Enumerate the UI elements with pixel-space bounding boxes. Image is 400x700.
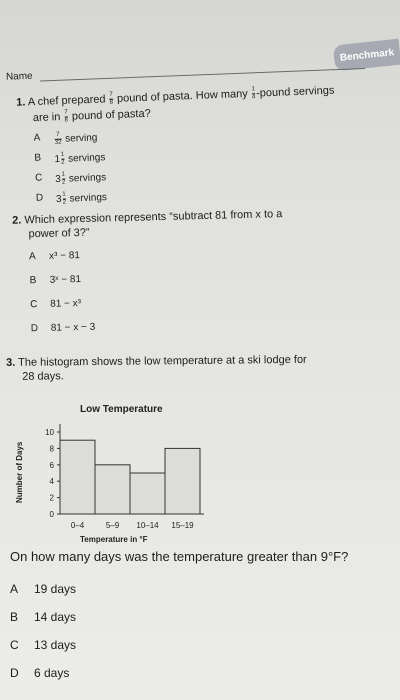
q2-option-c[interactable]: C 81 − x³ [30,298,82,311]
histogram-chart [12,396,212,546]
y-tick-label: 8 [49,444,54,454]
x-tick-label: 15–19 [171,521,194,530]
q1-stem-2 [33,106,151,126]
x-tick-label: 0–4 [70,521,85,530]
name-line [40,68,365,81]
chart-title: Low Temperature [80,404,163,415]
q1-option-d[interactable]: D 3 $\frac{1}{2}$ servings [35,191,108,206]
q1-text-e: pound of pasta? [71,107,151,123]
x-tick-label: 5–9 [105,521,120,530]
name-label: Name [5,70,33,83]
histogram-svg [12,396,212,546]
q2-option-d[interactable]: D 81 − x − 3 [30,321,96,335]
q1-stem [16,82,376,111]
x-tick-label: 10–14 [136,521,159,530]
q3-stem-2: 28 days. [22,370,64,383]
y-tick-label: 6 [49,460,54,470]
y-tick-label: 10 [45,428,54,437]
q1-text-a: A chef prepared [27,93,106,109]
q1-fraction-3: $\frac{7}{8}$ [64,109,69,124]
y-tick-label: 2 [49,493,54,503]
q1-fraction-1: $\frac{7}{8}$ [109,91,114,106]
histogram-bar [95,465,130,514]
q2-option-a[interactable]: A x³ − 81 [28,250,81,263]
x-axis-label: Temperature in °F [80,535,148,544]
q3-option-c[interactable]: C 13 days [10,638,77,652]
q3-question: On how many days was the temperature greater than 9°F? [10,549,349,564]
q1-option-c[interactable]: C 3 $\frac{1}{2}$ servings [34,171,107,186]
y-tick-label: 0 [49,510,54,519]
q1-text-b: pound of pasta. How many [116,87,248,105]
benchmark-tab [333,39,400,72]
q1-text-d: are in [32,111,61,125]
q3-option-a[interactable]: A 19 days [10,582,77,596]
q1-option-b[interactable]: B 1 $\frac{1}{2}$ servings [34,151,106,166]
q2-option-b[interactable]: B 3ˣ − 81 [29,274,82,287]
q3-option-b[interactable]: B 14 days [10,610,77,624]
q3-stem [6,352,386,370]
q1-fraction-2: $\frac{1}{4}$ [251,86,256,101]
question-1 [0,81,400,206]
q1-option-a[interactable]: A $\frac{7}{32}$ serving [33,131,98,146]
q3-line-1: The histogram shows the low temperature at a ski lodge for [18,353,307,369]
q2-stem [12,205,382,228]
q2-number: 2. [12,214,22,227]
tab-label: Benchmark [339,46,395,64]
q1-text-c: -pound servings [255,84,335,100]
q2-line-1: Which expression represents “subtract 81 from x to a [24,208,283,227]
histogram-bar [60,440,95,514]
q1-number: 1. [16,96,26,109]
y-axis-label: Number of Days [15,441,24,503]
q3-number: 3. [6,356,16,369]
question-3 [0,352,400,383]
q3-option-d[interactable]: D 6 days [10,666,70,680]
y-tick-label: 4 [49,477,54,487]
histogram-bar [130,473,165,514]
q2-stem-2: power of 3?” [28,226,90,241]
histogram-bar [165,448,200,514]
